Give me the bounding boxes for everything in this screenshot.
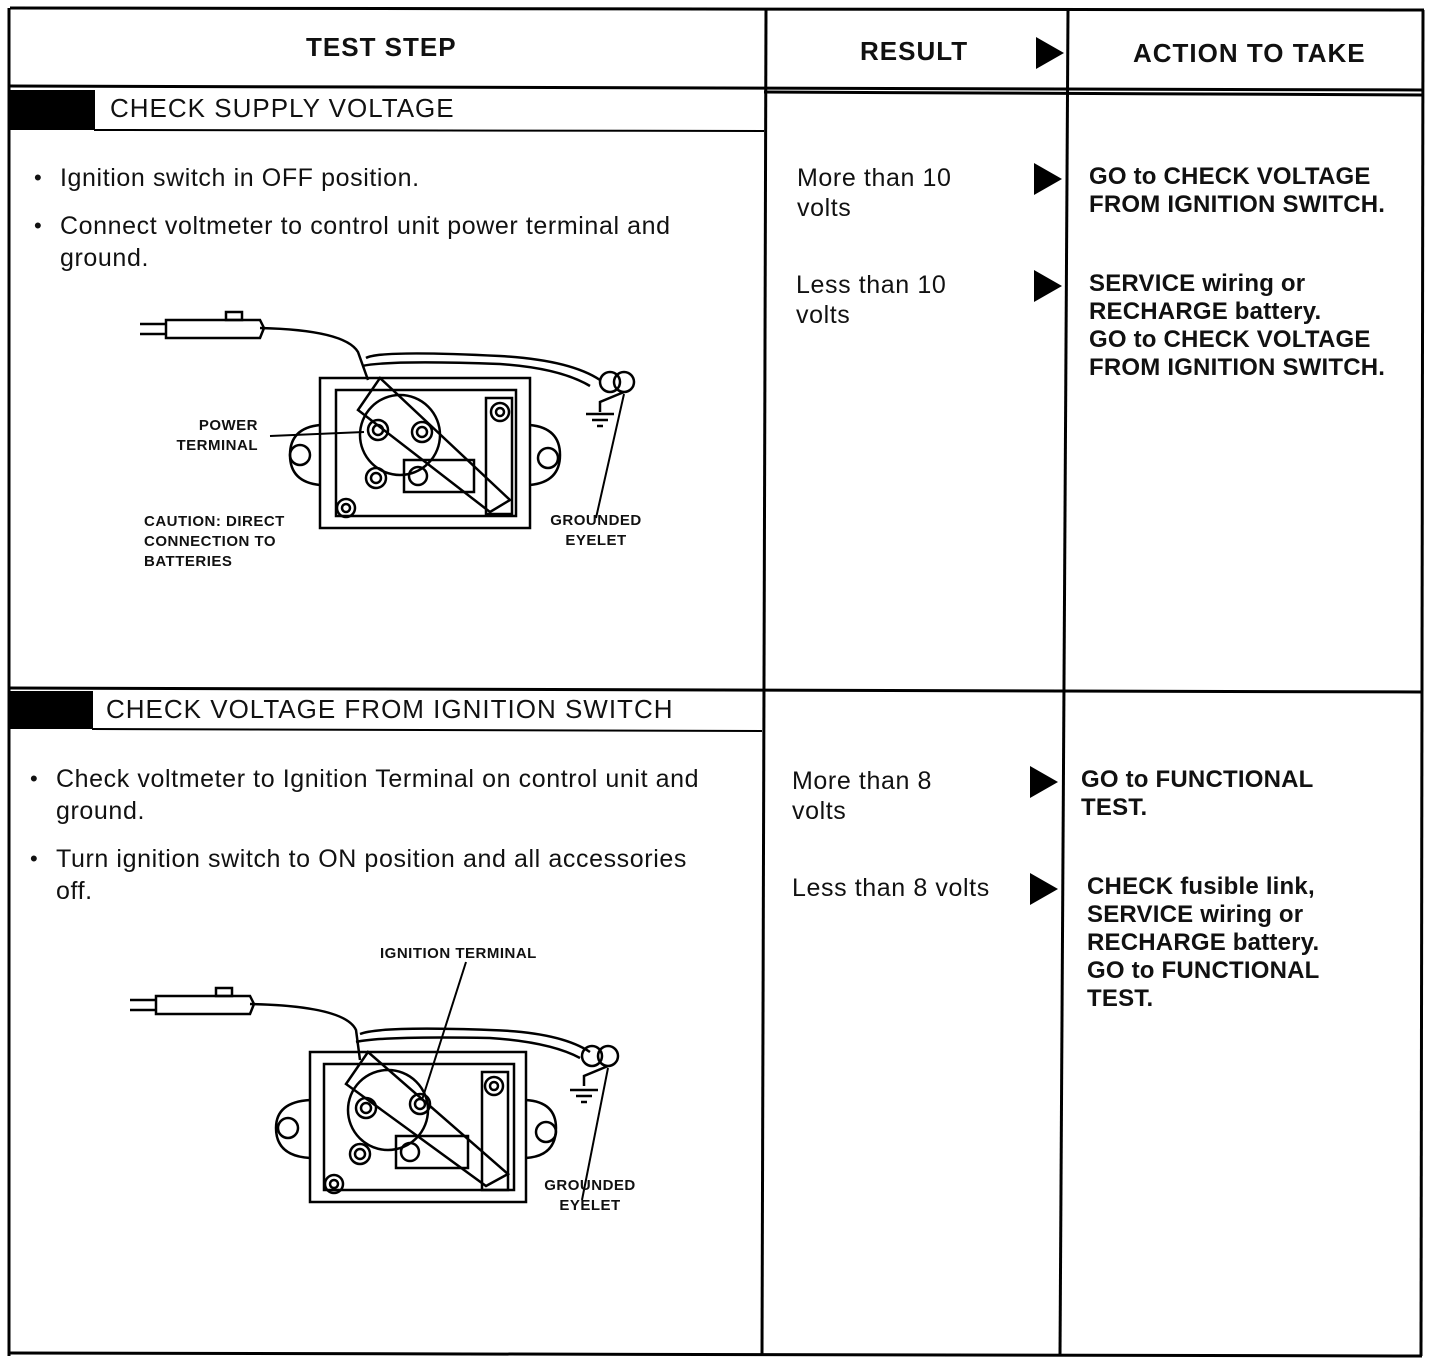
step-2-result-1: More than 8 volts bbox=[792, 767, 933, 825]
step-2-action-1: GO to FUNCTIONAL TEST. bbox=[1081, 766, 1314, 821]
step-1-result-2: Less than 10 volts bbox=[796, 271, 947, 329]
result-arrow-icon bbox=[1030, 873, 1058, 905]
step-1-instruction: • Connect voltmeter to control unit power terminal and ground. bbox=[32, 210, 712, 274]
step-2-instruction: • Check voltmeter to Ignition Terminal on control unit and ground. bbox=[28, 763, 708, 827]
header-arrow-icon bbox=[1036, 37, 1064, 69]
step-1-action-1: GO to CHECK VOLTAGE FROM IGNITION SWITCH. bbox=[1089, 163, 1386, 218]
step-2-action-2: CHECK fusible link, SERVICE wiring or RECHARGE battery. GO to FUNCTIONAL TEST. bbox=[1087, 873, 1320, 1012]
ignition-terminal-label: IGNITION TERMINAL bbox=[380, 945, 537, 962]
step-2-result-2: Less than 8 volts bbox=[792, 874, 990, 902]
header-action: ACTION TO TAKE bbox=[1133, 38, 1366, 68]
step-1-instructions bbox=[32, 162, 712, 290]
step-2-title: CHECK VOLTAGE FROM IGNITION SWITCH bbox=[106, 694, 674, 724]
step-1-action-2: SERVICE wiring or RECHARGE battery. GO to CHECK VOLTAGE FROM IGNITION SWITCH. bbox=[1089, 270, 1386, 381]
step-1-title: CHECK SUPPLY VOLTAGE bbox=[110, 93, 455, 123]
grounded-eyelet-label: GROUNDED EYELET bbox=[550, 512, 642, 549]
step-1-instruction: • Ignition switch in OFF position. bbox=[32, 162, 712, 194]
power-terminal-label: POWER TERMINAL bbox=[176, 417, 258, 454]
result-arrow-icon bbox=[1034, 270, 1062, 302]
step-2-instruction: • Turn ignition switch to ON position and all accessories off. bbox=[28, 843, 708, 907]
caution-label: CAUTION: DIRECT CONNECTION TO BATTERIES bbox=[144, 513, 285, 570]
header-result: RESULT bbox=[860, 36, 969, 66]
header-test-step: TEST STEP bbox=[306, 32, 457, 62]
grounded-eyelet-label: GROUNDED EYELET bbox=[544, 1177, 636, 1214]
step-1-result-1: More than 10 volts bbox=[797, 164, 952, 222]
result-arrow-icon bbox=[1030, 766, 1058, 798]
result-arrow-icon bbox=[1034, 163, 1062, 195]
step-2-instructions bbox=[28, 763, 708, 923]
